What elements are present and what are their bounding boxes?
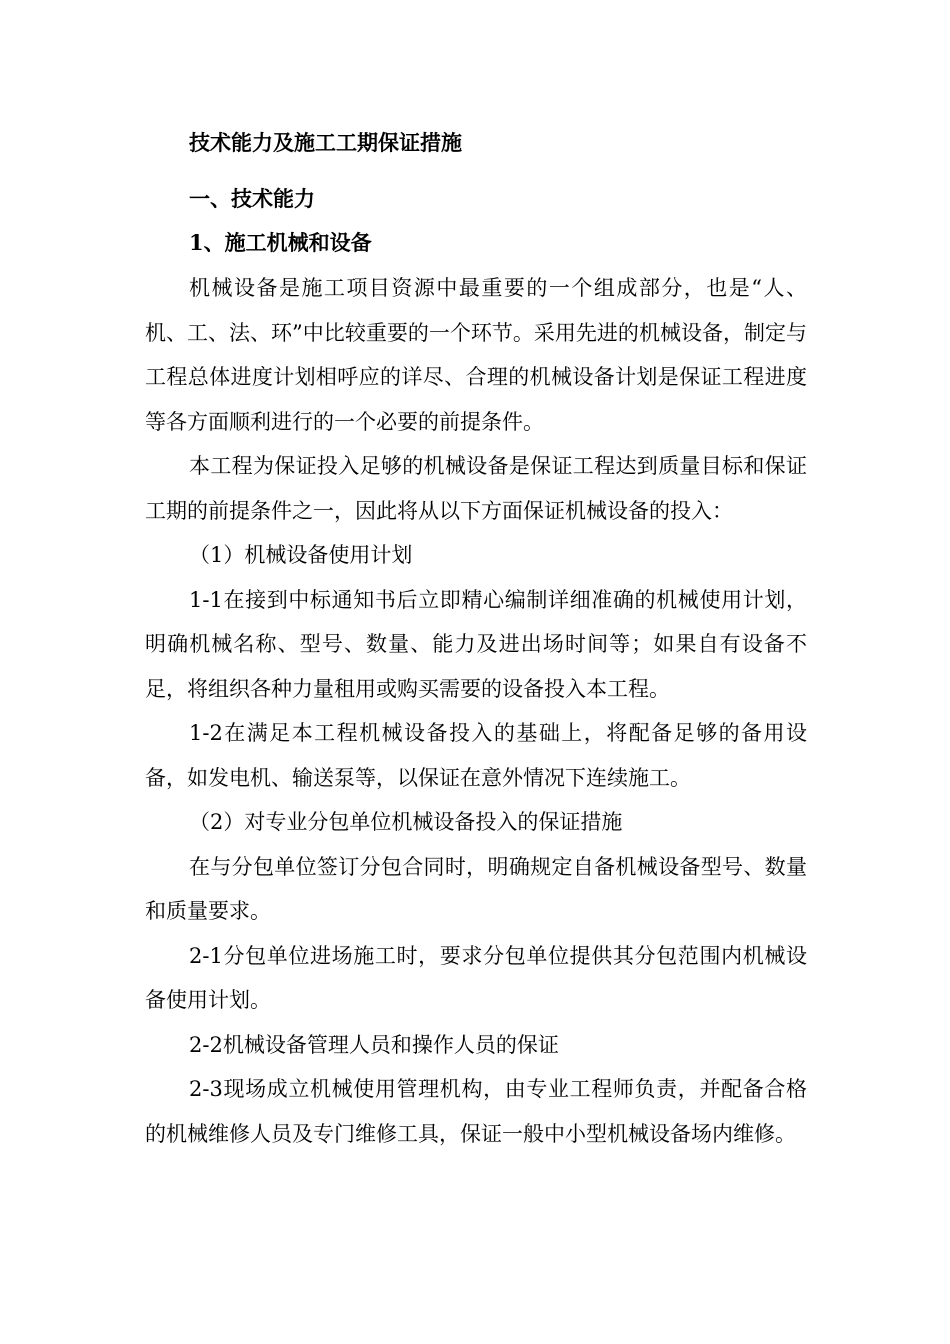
section-heading-1: 一、技术能力: [189, 186, 315, 211]
subsection-heading-1: （1）机械设备使用计划: [189, 543, 413, 567]
subsection-heading-2: （2）对专业分包单位机械设备投入的保证措施: [189, 810, 623, 834]
list-item-2-2: 2-2机械设备管理人员和操作人员的保证: [189, 1032, 559, 1057]
list-item-1-1: 1-1在接到中标通知书后立即精心编制详细准确的机械使用计划，明确机械名称、型号、数量、能力及进出场时间等；如果自有设备不足，将组织各种力量租用或购买需要的设备投入本工程。: [145, 587, 807, 701]
list-item-2-3: 2-3现场成立机械使用管理机构，由专业工程师负责，并配备合格的机械维修人员及专门维修工具，保证一般中小型机械设备场内维修。: [145, 1077, 807, 1146]
paragraph-machinery-intro: 机械设备是施工项目资源中最重要的一个组成部分，也是“人、机、工、法、环”中比较重要的一个环节。采用先进的机械设备，制定与工程总体进度计划相呼应的详尽、合理的机械设备计划是保证工程进度等各方面顺利进行的一个必要的前提条件。: [145, 276, 807, 434]
document-title: 技术能力及施工工期保证措施: [189, 130, 462, 155]
list-item-2-1: 2-1分包单位进场施工时，要求分包单位提供其分包范围内机械设备使用计划。: [145, 943, 807, 1012]
paragraph-machinery-commitment: 本工程为保证投入足够的机械设备是保证工程达到质量目标和保证工期的前提条件之一，因此将从以下方面保证机械设备的投入：: [145, 454, 807, 523]
document-page: [145, 132, 807, 1156]
paragraph-subcontract: 在与分包单位签订分包合同时，明确规定自备机械设备型号、数量和质量要求。: [145, 854, 807, 923]
section-heading-1-1: 1、施工机械和设备: [189, 230, 372, 255]
list-item-1-2: 1-2在满足本工程机械设备投入的基础上，将配备足够的备用设备，如发电机、输送泵等，以保证在意外情况下连续施工。: [145, 721, 807, 790]
